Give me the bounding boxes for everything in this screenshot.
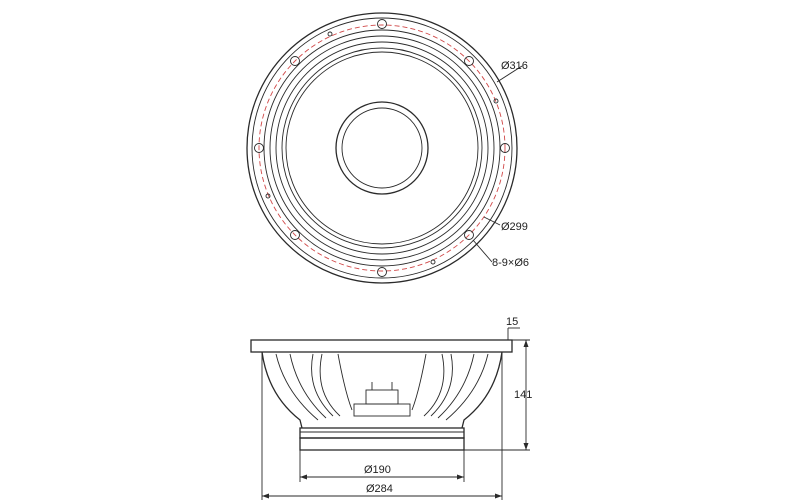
dim-bolt-circle: Ø299 [501, 221, 528, 233]
dust-cap-outer [336, 102, 428, 194]
dust-cap-inner [342, 108, 422, 188]
dim-outer-diameter: Ø316 [501, 60, 528, 72]
mounting-holes [255, 20, 510, 277]
front-view [247, 13, 529, 283]
dim-flange-thickness [506, 316, 530, 340]
dim-depth-label: 141 [514, 389, 533, 401]
side-view [251, 316, 532, 500]
terminal-block [366, 390, 398, 404]
dim-cutout-diameter-label: Ø284 [366, 483, 393, 495]
basket-spokes [276, 354, 488, 420]
rim-tab [328, 32, 332, 36]
dim-flange-thickness-label: 15 [506, 316, 519, 328]
dim-cutout-diameter [262, 352, 502, 500]
dim-depth [464, 340, 532, 450]
magnet-top [300, 428, 464, 438]
cone-outer-edge [282, 48, 482, 248]
basket-inner-rim [252, 18, 512, 278]
magnet-bottom [300, 438, 464, 450]
surround-ring-2 [276, 42, 488, 254]
dim-magnet-diameter [300, 450, 464, 482]
dim-mounting-holes: 8-9×Ø6 [492, 257, 529, 269]
flange [251, 340, 512, 352]
mounting-hole [378, 268, 387, 277]
bolt-circle [259, 25, 505, 271]
leader-mounting-holes [473, 240, 492, 262]
surround-outer [264, 30, 500, 266]
dim-magnet-diameter-label: Ø190 [364, 464, 391, 476]
basket-outer-rim [247, 13, 517, 283]
mounting-hole [378, 20, 387, 29]
top-plate [354, 404, 410, 416]
rim-tab [431, 260, 435, 264]
surround-ring-1 [270, 36, 494, 260]
cone-edge-inner [286, 52, 478, 244]
